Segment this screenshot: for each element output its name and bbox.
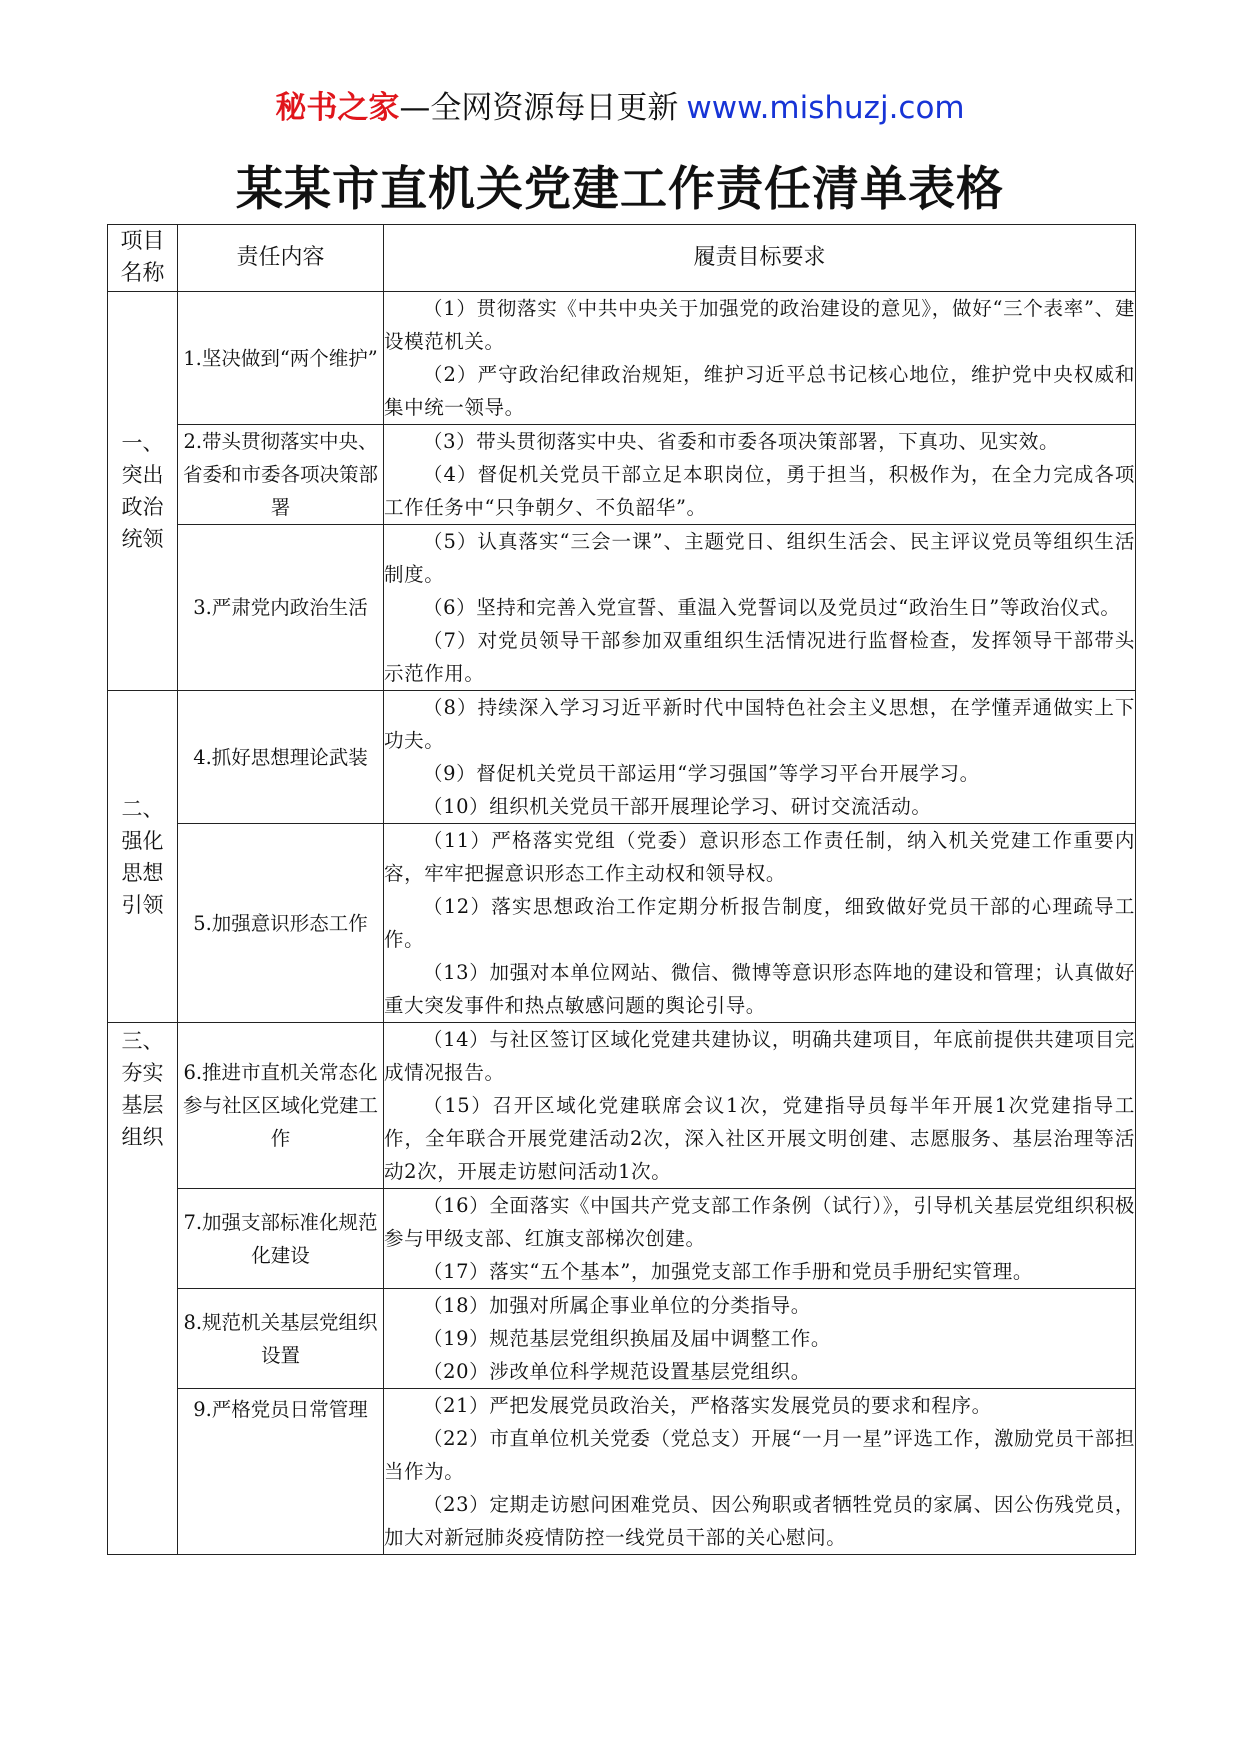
requirement-item: （10）组织机关党员干部开展理论学习、研讨交流活动。 (423, 795, 932, 818)
responsibility-content-cell: 4.抓好思想理论武装 (178, 691, 384, 824)
responsibility-content-cell: 2.带头贯彻落实中央、省委和市委各项决策部署 (178, 425, 384, 525)
banner-url-link[interactable]: www.mishuzj.com (686, 90, 965, 126)
requirement-item: （21）严把发展党员政治关，严格落实发展党员的要求和程序。 (423, 1394, 992, 1417)
requirement-item: （22）市直单位机关党委（党总支）开展“一月一星”评选工作，激励党员干部担当作为。 (384, 1427, 1135, 1483)
requirement-item: （8）持续深入学习习近平新时代中国特色社会主义思想，在学懂弄通做实上下功夫。 (384, 696, 1135, 752)
header-project-name: 项目名称 (108, 225, 178, 292)
table-row (108, 1189, 1136, 1289)
category-name: 二、强化思想引领 (121, 796, 164, 917)
requirement-item: （6）坚持和完善入党宣誓、重温入党誓词以及党员过“政治生日”等政治仪式。 (423, 596, 1121, 619)
table-row (108, 425, 1136, 525)
requirement-item: （14）与社区签订区域化党建共建协议，明确共建项目，年底前提供共建项目完成情况报告。 (384, 1028, 1135, 1084)
header-responsibility-content: 责任内容 (178, 225, 384, 292)
category-name: 三、夯实基层组织 (121, 1029, 164, 1149)
requirements-cell (384, 1023, 1136, 1189)
requirement-item: （16）全面落实《中国共产党支部工作条例（试行）》，引导机关基层党组织积极参与甲级支部、红旗支部梯次创建。 (384, 1194, 1135, 1250)
requirement-item: （2）严守政治纪律政治规矩，维护习近平总书记核心地位，维护党中央权威和集中统一领导。 (384, 363, 1135, 419)
responsibility-content-cell: 8.规范机关基层党组织设置 (178, 1289, 384, 1389)
table-row (108, 824, 1136, 1023)
banner-slogan: —全网资源每日更新 (399, 90, 679, 126)
requirement-item: （1）贯彻落实《中共中央关于加强党的政治建设的意见》，做好“三个表率”、建设模范机关。 (384, 297, 1135, 353)
requirements-cell (384, 1289, 1136, 1389)
banner-brand: 秘书之家 (275, 90, 400, 126)
responsibility-table (107, 224, 1136, 1555)
document-title: 某某市直机关党建工作责任清单表格 (236, 162, 1004, 217)
table-row (108, 1289, 1136, 1389)
requirement-item: （20）涉改单位科学规范设置基层党组织。 (423, 1360, 811, 1383)
category-name: 一、突出政治统领 (121, 431, 164, 551)
table-header-row (108, 225, 1136, 292)
requirement-item: （5）认真落实“三会一课”、主题党日、组织生活会、民主评议党员等组织生活制度。 (384, 530, 1135, 586)
requirement-item: （18）加强对所属企事业单位的分类指导。 (423, 1294, 811, 1317)
responsibility-content-cell: 5.加强意识形态工作 (178, 824, 384, 1023)
requirement-item: （19）规范基层党组织换届及届中调整工作。 (423, 1327, 831, 1350)
table-row (108, 292, 1136, 425)
requirement-item: （4）督促机关党员干部立足本职岗位，勇于担当，积极作为，在全力完成各项工作任务中“只争朝夕、不负韶华”。 (384, 463, 1135, 519)
responsibility-content-cell: 6.推进市直机关常态化参与社区区域化党建工作 (178, 1023, 384, 1189)
header-target-requirements: 履责目标要求 (384, 225, 1136, 292)
requirement-item: （12）落实思想政治工作定期分析报告制度，细致做好党员干部的心理疏导工作。 (384, 895, 1135, 951)
table-row (108, 691, 1136, 824)
responsibility-content-cell: 3.严肃党内政治生活 (178, 525, 384, 691)
table-body (108, 292, 1136, 1555)
requirement-item: （7）对党员领导干部参加双重组织生活情况进行监督检查，发挥领导干部带头示范作用。 (384, 629, 1135, 685)
requirements-cell (384, 824, 1136, 1023)
requirements-cell (384, 1189, 1136, 1289)
requirement-item: （9）督促机关党员干部运用“学习强国”等学习平台开展学习。 (423, 762, 980, 785)
responsibility-content-cell: 9.严格党员日常管理 (178, 1389, 384, 1555)
table-row (108, 1023, 1136, 1189)
site-banner (0, 88, 1240, 128)
requirement-item: （23）定期走访慰问困难党员、因公殉职或者牺牲党员的家属、因公伤残党员，加大对新冠肺炎疫情防控一线党员干部的关心慰问。 (384, 1493, 1135, 1549)
requirement-item: （3）带头贯彻落实中央、省委和市委各项决策部署，下真功、见实效。 (423, 430, 1060, 453)
requirements-cell (384, 1389, 1136, 1555)
requirements-cell (384, 292, 1136, 425)
requirement-item: （13）加强对本单位网站、微信、微博等意识形态阵地的建设和管理；认真做好重大突发事件和热点敏感问题的舆论引导。 (384, 961, 1135, 1017)
table-row (108, 525, 1136, 691)
category-cell (108, 1023, 178, 1555)
requirements-cell (384, 525, 1136, 691)
requirement-item: （17）落实“五个基本”，加强党支部工作手册和党员手册纪实管理。 (423, 1260, 1033, 1283)
category-cell (108, 292, 178, 691)
requirements-cell (384, 691, 1136, 824)
responsibility-content-cell: 1.坚决做到“两个维护” (178, 292, 384, 425)
category-cell (108, 691, 178, 1023)
responsibility-content-cell: 7.加强支部标准化规范化建设 (178, 1189, 384, 1289)
requirement-item: （11）严格落实党组（党委）意识形态工作责任制，纳入机关党建工作重要内容，牢牢把握意识形态工作主动权和领导权。 (384, 829, 1135, 885)
requirements-cell (384, 425, 1136, 525)
requirement-item: （15）召开区域化党建联席会议1次，党建指导员每半年开展1次党建指导工作，全年联合开展党建活动2次，深入社区开展文明创建、志愿服务、基层治理等活动2次，开展走访慰问活动1次。 (384, 1094, 1135, 1183)
table-row (108, 1389, 1136, 1555)
